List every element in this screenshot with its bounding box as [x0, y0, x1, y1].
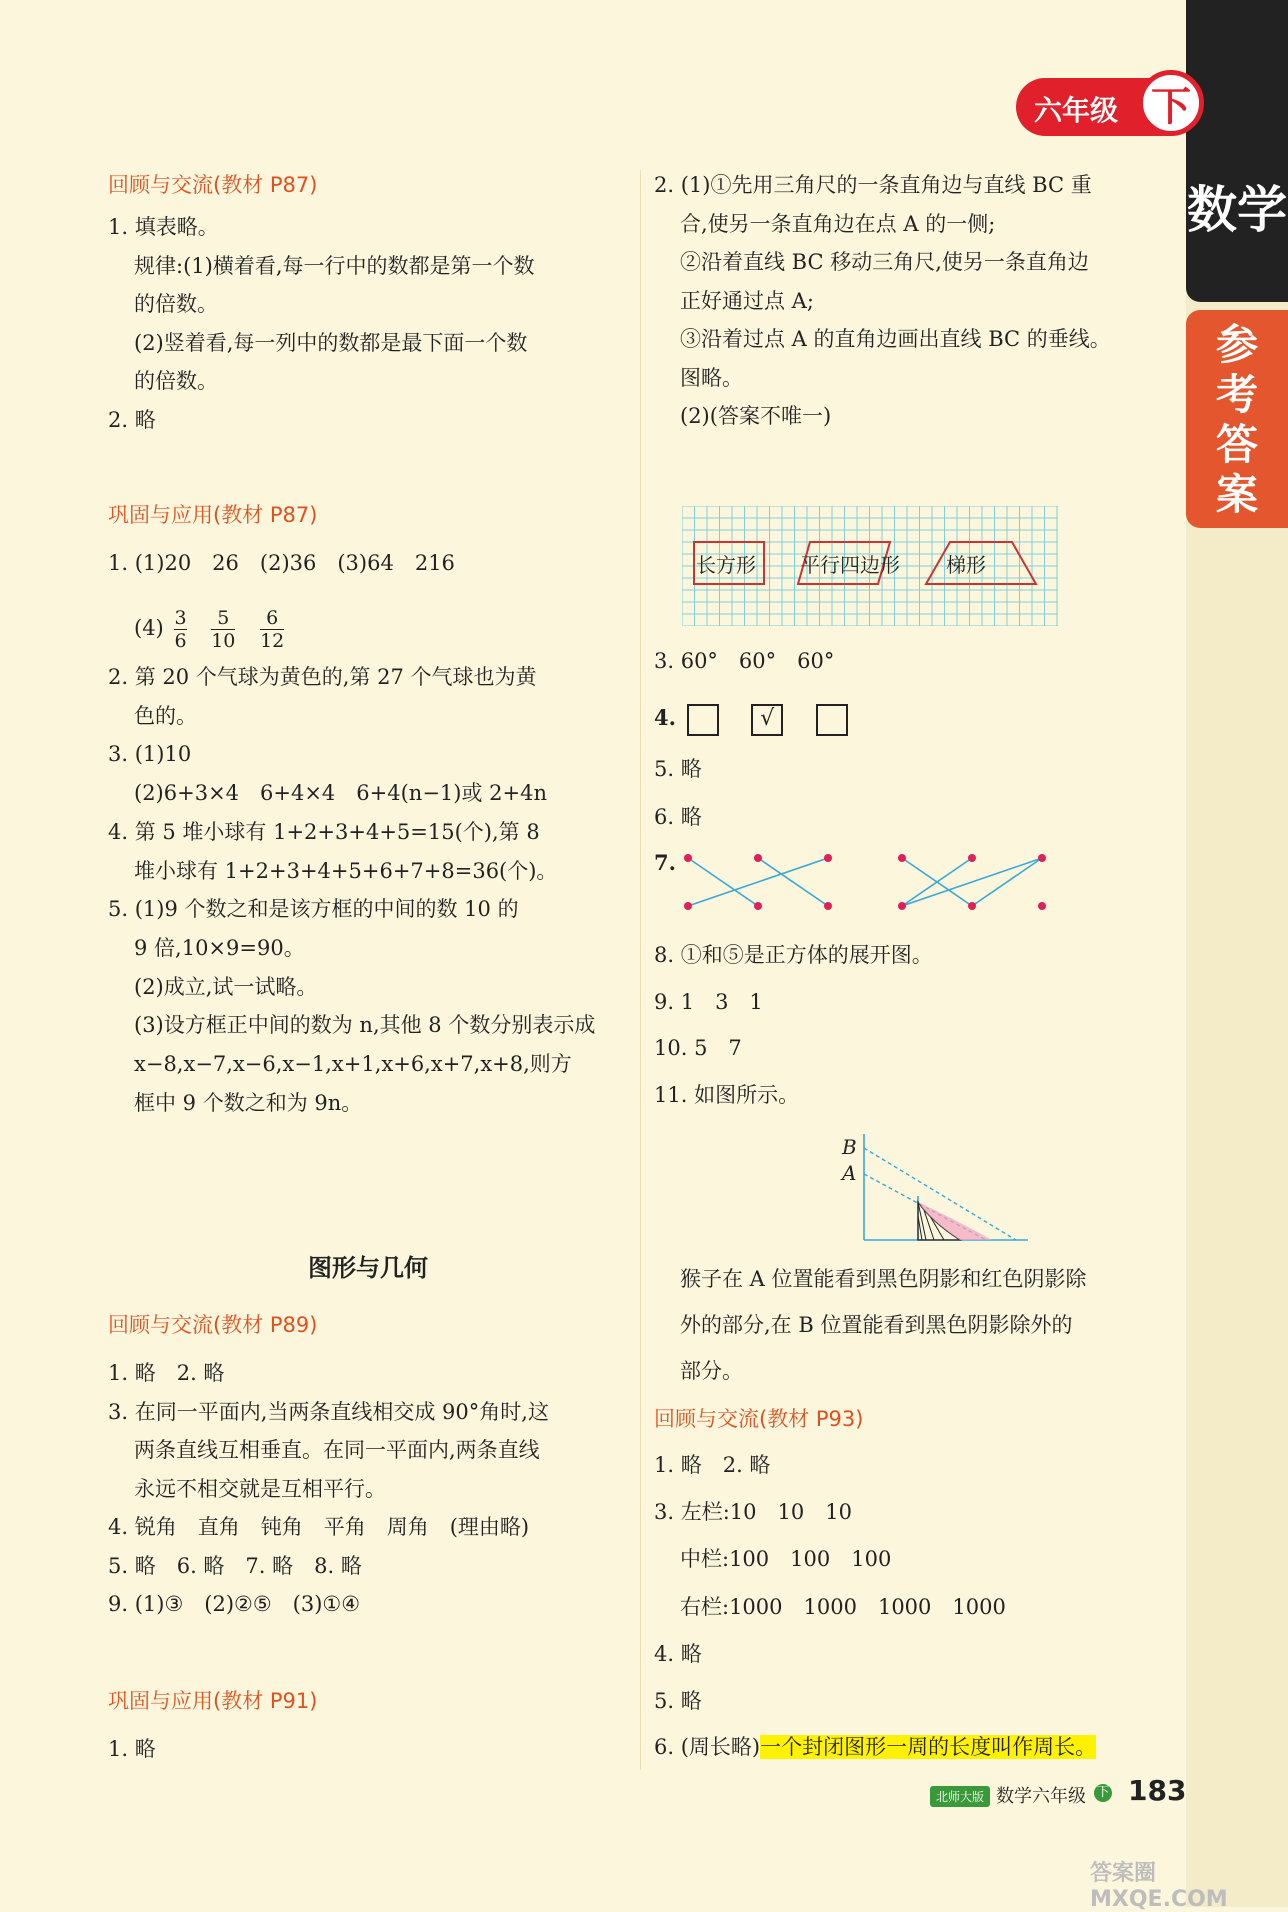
- answer-line: 图略。: [680, 365, 743, 390]
- answer-line: 1. 填表略。: [108, 215, 219, 239]
- answer-line: 框中 9 个数之和为 9n。: [134, 1090, 363, 1115]
- answer-line: 5. 略 6. 略 7. 略 8. 略: [108, 1553, 362, 1578]
- term-circle: 下: [1138, 70, 1204, 136]
- section-title-practice-p91: 巩固与应用(教材 P91): [108, 1689, 318, 1713]
- answer-line: 1. 略: [108, 1737, 156, 1761]
- answer-line: 4. 略: [654, 1641, 702, 1666]
- monkey-view-figure: [836, 1130, 1036, 1246]
- answer-line: 部分。: [680, 1359, 743, 1383]
- answer-line: (2)竖着看,每一列中的数都是最下面一个数: [134, 330, 528, 355]
- fraction-prefix: (4): [134, 616, 164, 640]
- answer-line: 5. (1)9 个数之和是该方框的中间的数 10 的: [108, 897, 519, 922]
- grade-badge: [1016, 78, 1198, 136]
- highlighted-answer: [654, 1732, 1096, 1762]
- answer-line: 10. 5 7: [654, 1036, 742, 1060]
- answer-line: 2. (1)①先用三角尺的一条直角边与直线 BC 重: [654, 173, 1092, 197]
- question-number: 4.: [654, 705, 676, 730]
- question-number: 7.: [654, 850, 676, 875]
- answer-line: (2)6+3×4 6+4×4 6+4(n−1)或 2+4n: [134, 781, 547, 806]
- footer-term: 下: [1094, 1784, 1112, 1802]
- point-b-label: B: [842, 1135, 857, 1159]
- section-tab: [1186, 310, 1288, 528]
- check-icon: √: [760, 705, 775, 731]
- page-number: 183: [1128, 1774, 1187, 1807]
- answer-line: (3)设方框正中间的数为 n,其他 8 个数分别表示成: [134, 1013, 596, 1038]
- highlighted-text: 一个封闭图形一周的长度叫作周长。: [760, 1735, 1097, 1759]
- section-title-review-p93: 回顾与交流(教材 P93): [654, 1407, 864, 1431]
- answer-line: 猴子在 A 位置能看到黑色阴影和红色阴影除: [680, 1267, 1087, 1291]
- answer-line: 1. 略 2. 略: [654, 1453, 771, 1477]
- answer-line: 9. 1 3 1: [654, 989, 763, 1014]
- answer-line: 右栏:1000 1000 1000 1000: [680, 1594, 1006, 1619]
- answer-line: 的倍数。: [134, 292, 218, 316]
- answer-line: 4. 锐角 直角 钝角 平角 周角 (理由略): [108, 1515, 530, 1539]
- answer-line: ②沿着直线 BC 移动三角尺,使另一条直角边: [680, 250, 1089, 274]
- subject-tab: [1186, 0, 1288, 302]
- answer-line: 合,使另一条直角边在点 A 的一侧;: [680, 211, 996, 236]
- point-a-label: A: [842, 1161, 857, 1185]
- answer-line: 堆小球有 1+2+3+4+5+6+7+8=36(个)。: [134, 858, 558, 883]
- checked-box: [751, 704, 783, 736]
- answer-prefix: 6. (周长略): [654, 1735, 761, 1759]
- grid-label: 梯形: [946, 553, 986, 577]
- grid-label: 长方形: [696, 553, 756, 577]
- answer-line: 3. 60° 60° 60°: [654, 649, 835, 673]
- answer-line: 6. 略: [654, 805, 702, 829]
- fraction-2: $\frac{5}{10}$: [211, 607, 236, 652]
- shape-grid-figure: [682, 506, 1058, 626]
- section-label: 参考答案: [1215, 320, 1258, 519]
- chapter-title: 图形与几何: [308, 1254, 428, 1282]
- answer-line: 8. ①和⑤是正方体的展开图。: [654, 943, 933, 967]
- answer-line: 的倍数。: [134, 369, 218, 393]
- answer-line: 色的。: [134, 703, 197, 728]
- line-matching-figure: [680, 846, 1060, 916]
- answer-line: (2)成立,试一试略。: [134, 974, 318, 999]
- grade-label: 六年级: [1034, 94, 1119, 127]
- answer-line: 规律:(1)横着看,每一行中的数都是第一个数: [134, 253, 535, 278]
- footer-title: 数学六年级: [996, 1786, 1086, 1807]
- answer-line: 5. 略: [654, 757, 702, 781]
- empty-box: [687, 704, 719, 736]
- subject-label: 数学: [1187, 181, 1287, 239]
- answer-line: 中栏:100 100 100: [680, 1547, 892, 1572]
- answer-line: 两条直线互相垂直。在同一平面内,两条直线: [134, 1438, 540, 1462]
- section-title-review-p89: 回顾与交流(教材 P89): [108, 1313, 318, 1337]
- answer-line: 3. 在同一平面内,当两条直线相交成 90°角时,这: [108, 1399, 549, 1424]
- answer-line: (2)(答案不唯一): [680, 404, 832, 428]
- answer-line: 3. (1)10: [108, 742, 192, 767]
- fraction-line: [134, 600, 298, 656]
- answer-line: 2. 略: [108, 407, 156, 432]
- answer-line: ③沿着过点 A 的直角边画出直线 BC 的垂线。: [680, 327, 1111, 351]
- grid-label: 平行四边形: [800, 553, 900, 577]
- answer-line: 1. (1)20 26 (2)36 (3)64 216: [108, 551, 455, 575]
- answer-line: 3. 左栏:10 10 10: [654, 1500, 852, 1525]
- column-divider: [640, 170, 641, 1770]
- edition-tag: 北师大版: [930, 1786, 990, 1807]
- answer-line: 11. 如图所示。: [654, 1082, 800, 1107]
- answer-line: 4. 第 5 堆小球有 1+2+3+4+5=15(个),第 8: [108, 819, 540, 844]
- empty-box: [816, 704, 848, 736]
- answer-line: x−8,x−7,x−6,x−1,x+1,x+6,x+7,x+8,则方: [134, 1052, 572, 1076]
- answer-line: 1. 略 2. 略: [108, 1361, 225, 1385]
- section-title-practice-p87: 巩固与应用(教材 P87): [108, 503, 318, 527]
- fraction-3: $\frac{6}{12}$: [260, 607, 285, 652]
- answer-line: 5. 略: [654, 1689, 702, 1713]
- answer-line: 外的部分,在 B 位置能看到黑色阴影除外的: [680, 1313, 1073, 1337]
- answer-line: 永远不相交就是互相平行。: [134, 1476, 386, 1501]
- answer-line: 9 倍,10×9=90。: [134, 935, 305, 960]
- answer-line: 正好通过点 A;: [680, 288, 814, 313]
- watermark: 答案圈 MXQE.COM: [1090, 1861, 1228, 1912]
- answer-line: 2. 第 20 个气球为黄色的,第 27 个气球也为黄: [108, 665, 537, 689]
- section-title-review-p87: 回顾与交流(教材 P87): [108, 173, 318, 197]
- checkbox-row: [654, 700, 870, 736]
- answer-line: 9. (1)③ (2)②⑤ (3)①④: [108, 1592, 361, 1616]
- fraction-1: $\frac{3}{6}$: [174, 607, 187, 652]
